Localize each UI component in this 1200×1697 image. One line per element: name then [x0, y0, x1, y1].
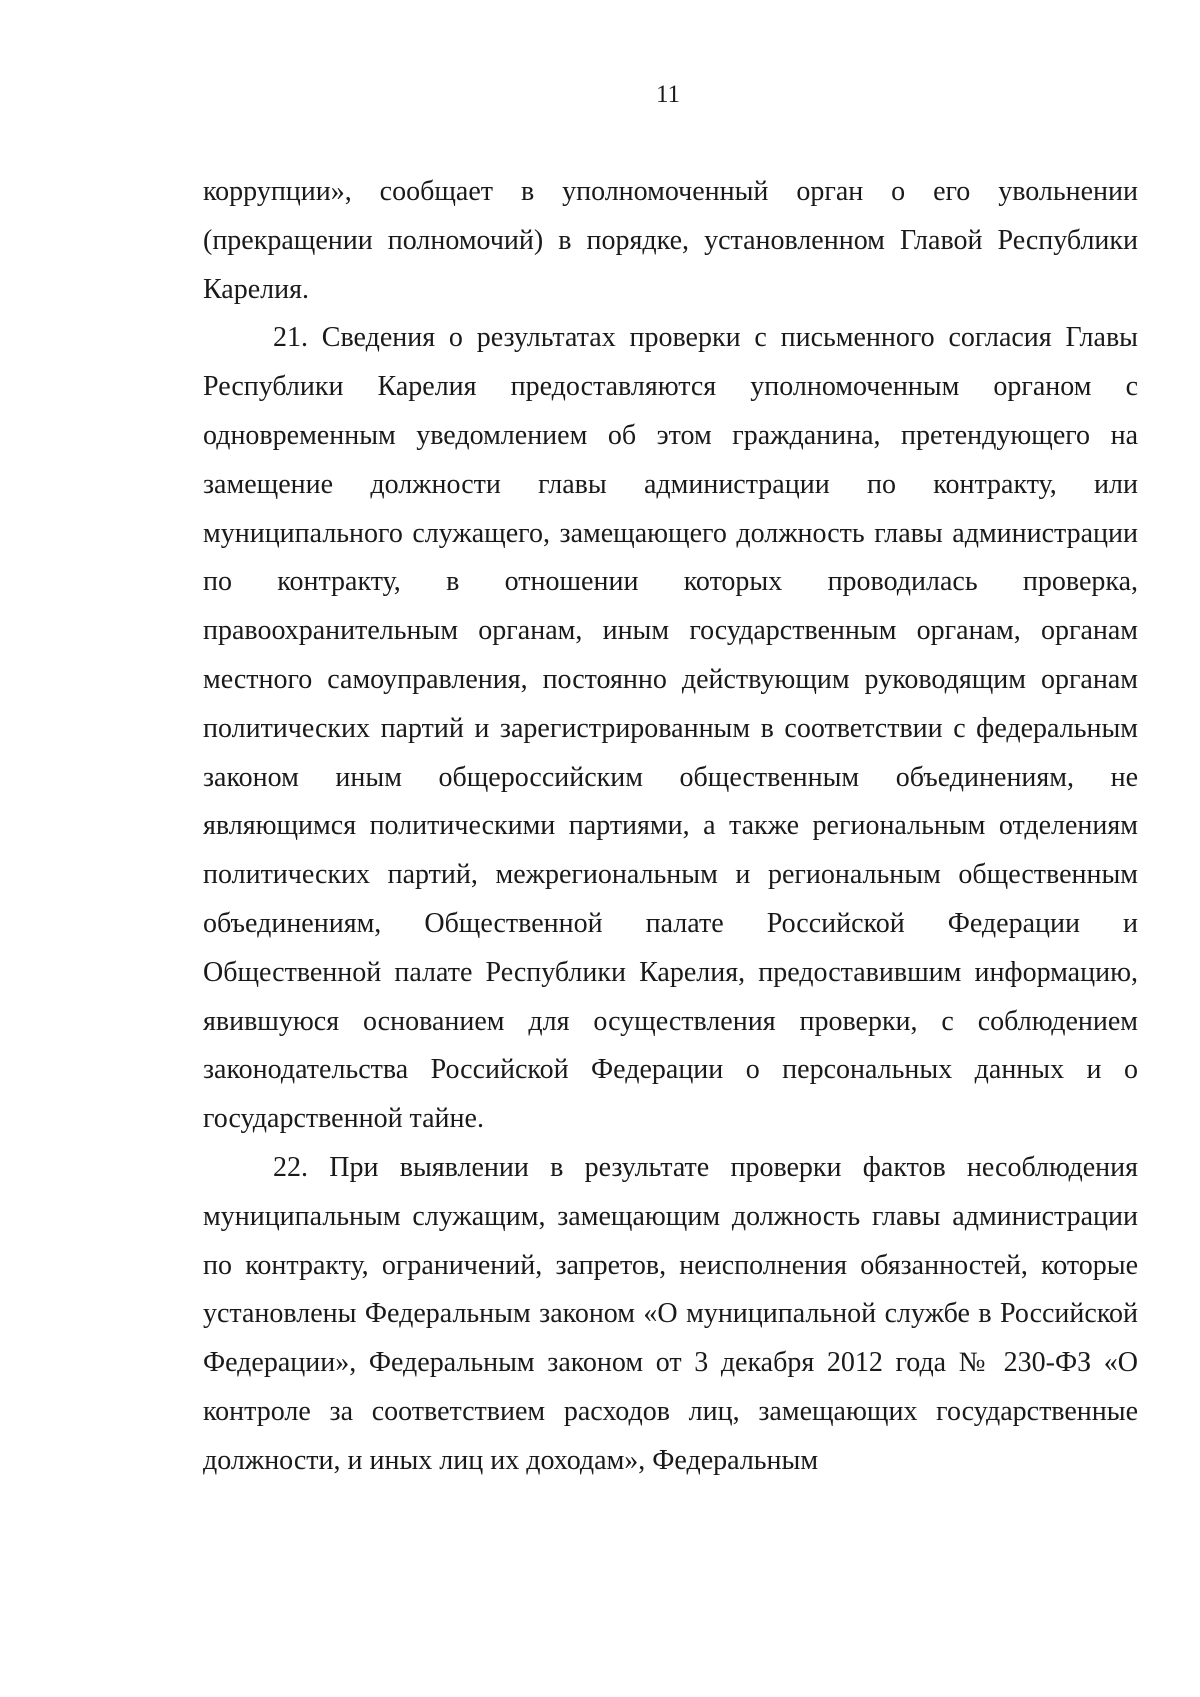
page-number: 11: [655, 81, 681, 108]
document-body: [203, 168, 1138, 1486]
paragraph-continuation: коррупции», сообщает в уполномоченный орган о его увольнении (прекращении полномочий) в порядке, установленном Главой Республики Карелия.: [203, 176, 1138, 305]
paragraph-item-21: 21. Сведения о результатах проверки с письменного согласия Главы Республики Карелия предоставляются уполномоченным органом с одновременным уведомлением об этом гражданина, претендующего на замещение должности главы администрации по контракту, или муниципального служащего, замещающего должность главы администрации по контракту, в отношении которых проводилась проверка, правоохранительным органам, иным государственным органам, органам местного самоуправления, постоянно действующим руководящим органам политических партий и зарегистрированным в соответствии с федеральным законом иным общероссийским общественным объединениям, не являющимся политическими партиями, а также региональным отделениям политических партий, межрегиональным и региональным общественным объединениям, Общественной палате Российской Федерации и Общественной палате Республики Карелия, предоставившим информацию, явившуюся основанием для осуществления проверки, с соблюдением законодательства Российской Федерации о персональных данных и о государственной тайне.: [203, 322, 1138, 1135]
paragraph-item-22: 22. При выявлении в результате проверки фактов несоблюдения муниципальным служащим, замещающим должность главы администрации по контракту, ограничений, запретов, неисполнения обязанностей, которые установлены Федеральным законом «О муниципальной службе в Российской Федерации», Федеральным законом от 3 декабря 2012 года № 230-ФЗ «О контроле за соответствием расходов лиц, замещающих государственные должности, и иных лиц их доходам», Федеральным: [203, 1151, 1138, 1476]
